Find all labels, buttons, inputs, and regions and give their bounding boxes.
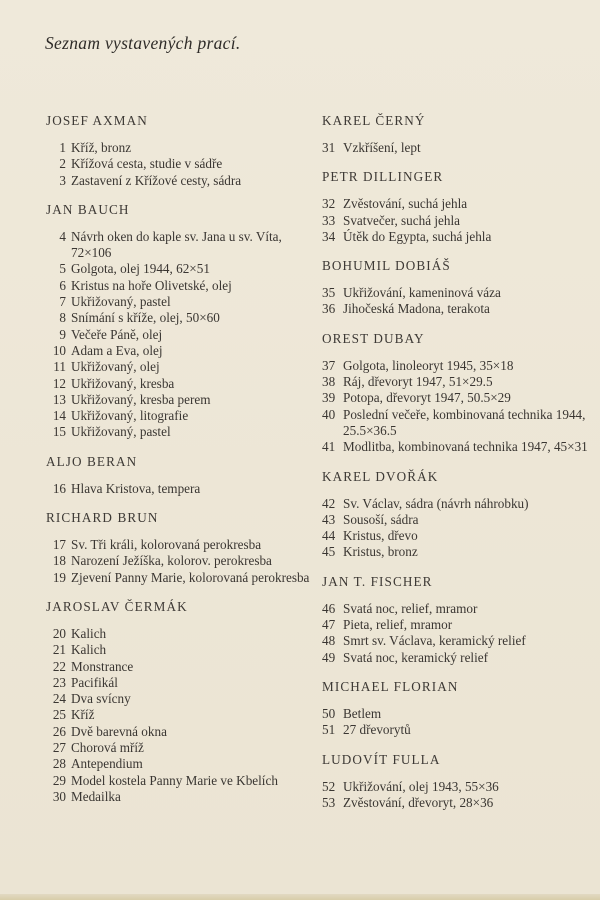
work-title: Svatvečer, suchá jehla [343,212,461,228]
work-number: 3 [59,172,66,188]
work-title: Monstrance [71,658,134,674]
work-number: 5 [59,261,66,277]
work-title: Sousoší, sádra [343,511,419,527]
work-item [46,408,321,424]
work-item [46,724,321,740]
work-title: Betlem [343,705,382,721]
artist-heading: JOSEF AXMAN [46,113,148,128]
work-number: 1 [59,140,66,155]
work-title: Adam a Eva, olej [71,342,163,358]
work-title: Ukřižování, olej 1943, 55×36 [343,778,499,794]
work-number: 36 [322,301,336,317]
work-item [46,570,321,586]
work-number: 7 [59,294,66,310]
work-title: Vzkříšení, lept [343,140,421,155]
work-item [322,544,600,560]
work-title: Antependium [71,756,143,772]
work-item [322,650,600,666]
work-title: Narození Ježíška, kolorov. perokresba [71,553,272,569]
work-item [46,376,321,392]
work-title: Kalich [71,642,107,658]
work-number: 42 [322,495,336,511]
works-list [322,285,600,318]
work-title: Dvě barevná okna [71,723,167,739]
work-item [322,301,600,317]
work-title: Sv. Tři králi, kolorovaná perokresba [71,537,262,553]
work-item [322,374,600,390]
work-item [46,773,321,789]
work-number: 44 [322,528,336,544]
artist-heading: RICHARD BRUN [46,510,159,526]
work-number: 24 [52,691,66,707]
work-item [46,278,321,294]
artist-heading: LUDOVÍT FULLA [322,751,441,767]
work-title: Návrh oken do kaple sv. Jana u sv. Víta, 72×106 [71,228,282,261]
work-title: Ukřižovaný, pastel [71,294,171,310]
works-list [322,358,600,456]
work-title: Ukřižovaný, litografie [71,408,189,424]
work-number: 10 [52,342,66,358]
works-list [322,601,600,666]
work-number: 50 [322,705,336,721]
work-number: 34 [322,228,336,244]
work-number: 22 [52,658,66,674]
work-number: 15 [52,424,66,440]
work-number: 13 [52,391,66,407]
work-number: 43 [322,511,336,527]
work-item [322,779,600,795]
work-title: Pacifikál [71,674,118,690]
work-title: Zvěstování, dřevoryt, 28×36 [343,794,494,810]
page-edge [0,894,600,900]
work-number: 48 [322,633,336,649]
artist-heading: ALJO BERAN [46,453,138,469]
work-number: 6 [59,277,66,293]
artist-heading: JAROSLAV ČERMÁK [46,598,188,614]
work-item [46,707,321,723]
work-item [322,285,600,301]
work-number: 30 [52,788,66,804]
work-number: 2 [59,156,66,172]
work-item [46,424,321,440]
work-item [46,261,321,277]
work-title: Pieta, relief, mramor [343,617,453,633]
work-title: Modlitba, kombinovaná technika 1947, 45×31 [343,439,588,455]
work-number: 40 [322,406,336,422]
work-item [46,537,321,553]
work-title: Dva svícny [71,691,131,707]
work-number: 46 [322,600,336,616]
work-item [46,140,321,156]
work-number: 52 [322,778,336,794]
work-item [322,528,600,544]
work-number: 37 [322,357,336,373]
work-number: 39 [322,390,336,406]
works-list [322,496,600,561]
works-list [322,706,600,739]
work-item [46,229,321,262]
work-title: Svatá noc, relief, mramor [343,600,478,616]
work-title: Kristus na hoře Olivetské, olej [71,277,232,293]
work-number: 17 [52,537,66,553]
works-list [46,229,321,441]
work-number: 53 [322,794,336,810]
work-title: Ráj, dřevoryt 1947, 51×29.5 [343,374,493,390]
work-title: Kristus, dřevo [343,528,418,544]
work-number: 27 [52,740,66,756]
work-title: Večeře Páně, olej [71,326,163,342]
work-item [322,140,600,156]
work-title: 27 dřevorytů [343,722,411,738]
artist-heading: BOHUMIL DOBIÁŠ [322,258,451,274]
work-item [322,358,600,374]
artist-heading: JAN BAUCH [46,201,130,217]
right-column [322,112,600,823]
work-title: Potopa, dřevoryt 1947, 50.5×29 [343,390,511,406]
artist-heading: PETR DILLINGER [322,169,444,185]
work-title: Svatá noc, keramický relief [343,649,488,665]
work-item [322,633,600,649]
work-item [46,675,321,691]
work-title: Golgota, linoleoryt 1945, 35×18 [343,357,514,373]
work-item [46,553,321,569]
left-column [46,112,321,817]
work-item [46,294,321,310]
work-item [46,310,321,326]
page-title: Seznam vystavených prací. [45,33,241,53]
work-title: Medailka [71,788,121,804]
works-list [46,140,321,189]
work-number: 9 [59,326,66,342]
work-number: 23 [52,674,66,690]
work-number: 38 [322,374,336,390]
work-item [46,343,321,359]
works-list [322,140,600,156]
work-title: Jihočeská Madona, terakota [343,301,490,317]
work-number: 51 [322,722,336,738]
works-list [46,481,321,497]
work-number: 19 [52,569,66,585]
works-list [322,196,600,245]
works-list [46,537,321,586]
works-list [322,779,600,812]
work-number: 12 [52,375,66,391]
work-number: 47 [322,617,336,633]
work-number: 33 [322,212,336,228]
work-item [46,691,321,707]
work-title: Zastavení z Křížové cesty, sádra [71,172,242,188]
work-title: Sv. Václav, sádra (návrh náhrobku) [343,495,529,511]
work-title: Hlava Kristova, tempera [71,480,201,496]
work-item [322,407,600,440]
work-title: Ukřižovaný, pastel [71,424,171,440]
work-item [46,481,321,497]
work-item [322,196,600,212]
work-item [322,496,600,512]
work-number: 28 [52,756,66,772]
work-item [46,642,321,658]
artist-heading: OREST DUBAY [322,330,425,346]
work-item [46,756,321,772]
works-list [46,626,321,805]
work-item [322,213,600,229]
work-item [322,601,600,617]
work-number: 11 [53,359,66,375]
work-item [322,795,600,811]
work-item [46,789,321,805]
work-number: 26 [52,723,66,739]
work-item [322,512,600,528]
work-title: Ukřižování, kameninová váza [343,285,501,301]
work-item [322,439,600,455]
work-number: 8 [59,310,66,326]
work-title: Chorová mříž [71,740,144,756]
work-title: Kalich [71,625,107,641]
work-title: Poslední večeře, kombinovaná technika 1944, 25.5×36.5 [343,406,586,438]
work-title: Smrt sv. Václava, keramický relief [343,633,526,649]
work-item [46,156,321,172]
work-title: Útěk do Egypta, suchá jehla [343,228,492,244]
work-title: Golgota, olej 1944, 62×51 [71,261,210,277]
artist-heading: KAREL ČERNÝ [322,113,426,128]
work-title: Snímání s kříže, olej, 50×60 [71,310,220,326]
work-item [46,626,321,642]
work-title: Zjevení Panny Marie, kolorovaná perokresba [71,569,310,585]
work-number: 4 [59,228,66,244]
work-item [46,327,321,343]
work-title: Kristus, bronz [343,544,418,560]
work-title: Křížová cesta, studie v sádře [71,156,223,172]
work-title: Kříž, bronz [71,140,132,155]
work-title: Model kostela Panny Marie ve Kbelích [71,772,278,788]
work-number: 41 [322,439,336,455]
work-number: 14 [52,408,66,424]
work-number: 20 [52,625,66,641]
work-item [322,617,600,633]
work-item [46,740,321,756]
work-number: 35 [322,285,336,301]
artist-heading: KAREL DVOŘÁK [322,468,439,484]
work-title: Kříž [71,707,95,723]
work-title: Ukřižovaný, olej [71,359,160,375]
work-item [46,659,321,675]
work-title: Ukřižovaný, kresba perem [71,391,211,407]
work-number: 16 [52,480,66,496]
work-number: 18 [52,553,66,569]
work-number: 21 [52,642,66,658]
work-number: 45 [322,544,336,560]
work-item [322,722,600,738]
work-number: 25 [52,707,66,723]
work-number: 32 [322,196,336,212]
work-item [46,392,321,408]
work-item [46,173,321,189]
work-item [322,706,600,722]
work-number: 29 [52,772,66,788]
work-item [322,390,600,406]
work-title: Zvěstování, suchá jehla [343,196,468,212]
work-item [322,229,600,245]
artist-heading: JAN T. FISCHER [322,573,433,589]
artist-heading: MICHAEL FLORIAN [322,678,459,694]
work-number: 31 [322,140,336,155]
work-title: Ukřižovaný, kresba [71,375,175,391]
work-item [46,359,321,375]
work-number: 49 [322,649,336,665]
